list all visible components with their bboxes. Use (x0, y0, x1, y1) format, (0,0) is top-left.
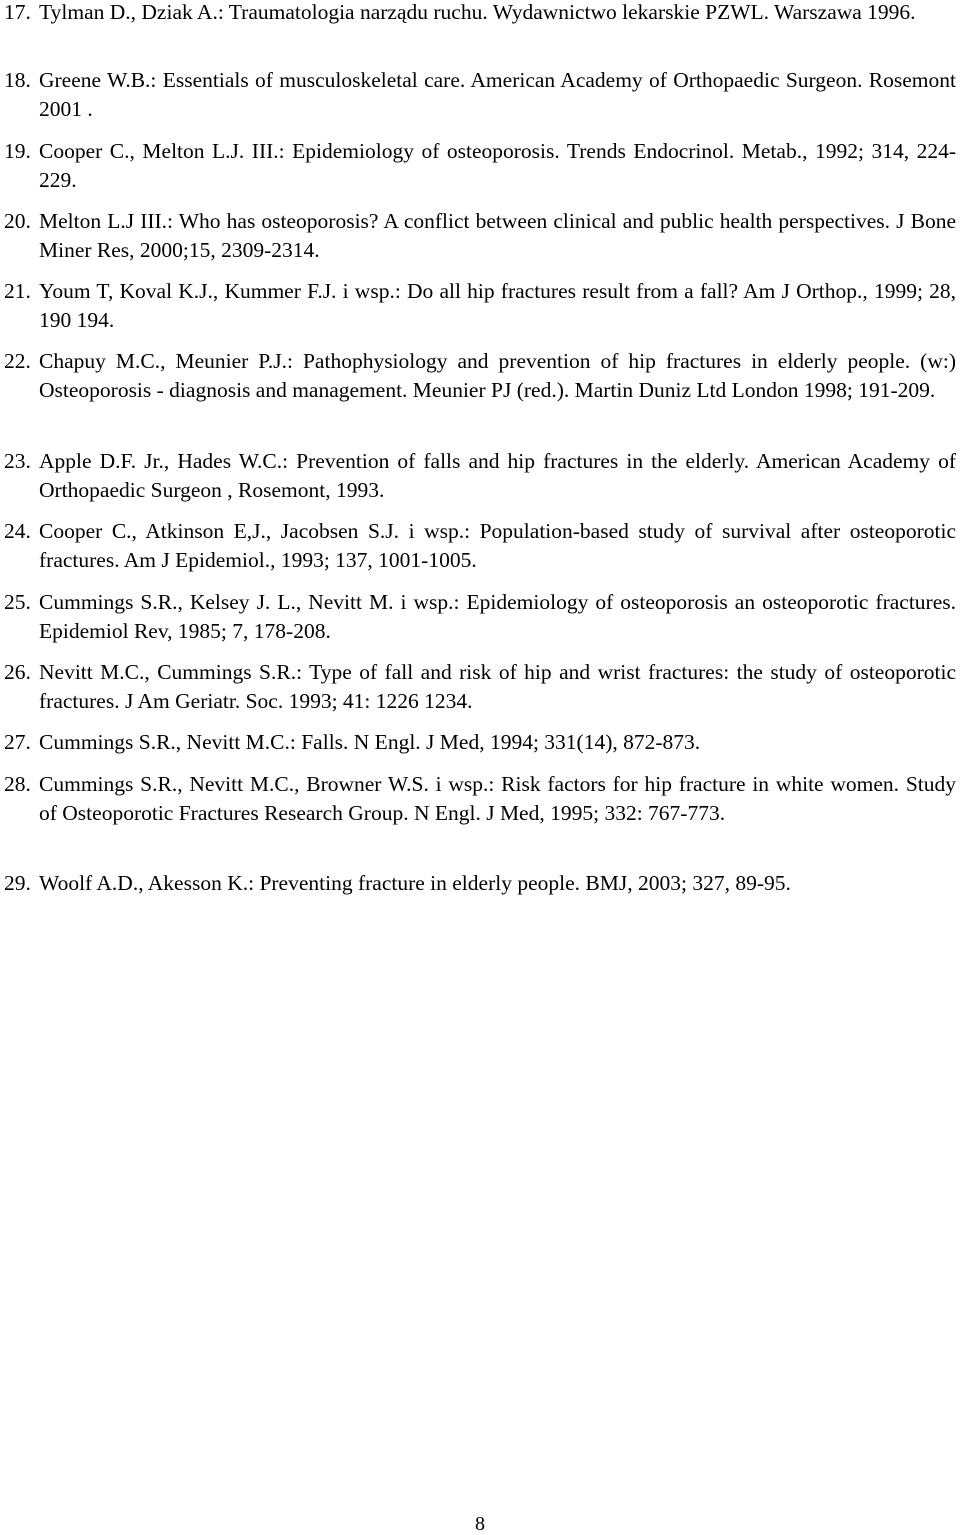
reference-item (4, 277, 956, 334)
reference-number: 29. (4, 871, 31, 895)
reference-number: 27. (4, 730, 31, 754)
reference-item (4, 728, 956, 757)
reference-number: 17. (4, 0, 31, 24)
reference-text: Melton L.J III.: Who has osteoporosis? A conflict between clinical and public health perspectives. J Bone Miner Res, 2000;15, 2309-2314. (39, 209, 956, 262)
reference-item (4, 447, 956, 504)
reference-item (4, 658, 956, 715)
reference-number: 23. (4, 449, 31, 473)
reference-number: 21. (4, 279, 31, 303)
reference-item (4, 869, 956, 898)
reference-item (4, 347, 956, 404)
reference-text: Woolf A.D., Akesson K.: Preventing fracture in elderly people. BMJ, 2003; 327, 89-95. (39, 871, 791, 895)
reference-text: Tylman D., Dziak A.: Traumatologia narządu ruchu. Wydawnictwo lekarskie PZWL. Warszawa 1996. (39, 0, 916, 24)
reference-number: 20. (4, 209, 31, 233)
reference-text: Chapuy M.C., Meunier P.J.: Pathophysiology and prevention of hip fractures in elderly people. (w:) Osteoporosis - diagnosis and management. Meunier PJ (red.). Martin Duniz Ltd London 1998; 191-209. (39, 349, 956, 402)
reference-text: Apple D.F. Jr., Hades W.C.: Prevention of falls and hip fractures in the elderly. American Academy of Orthopaedic Surgeon , Rosemont, 1993. (39, 449, 956, 502)
reference-number: 25. (4, 590, 31, 614)
page-number: 8 (475, 1513, 485, 1535)
reference-item (4, 137, 956, 194)
reference-text: Cummings S.R., Nevitt M.C., Browner W.S. i wsp.: Risk factors for hip fracture in white women. Study of Osteoporotic Fractures Research Group. N Engl. J Med, 1995; 332: 767-773. (39, 772, 956, 825)
reference-text: Greene W.B.: Essentials of musculoskeletal care. American Academy of Orthopaedic Surgeon. Rosemont 2001 . (39, 68, 956, 121)
reference-number: 18. (4, 68, 31, 92)
reference-text: Youm T, Koval K.J., Kummer F.J. i wsp.: Do all hip fractures result from a fall? Am J Orthop., 1999; 28, 190 194. (39, 279, 956, 332)
reference-number: 24. (4, 519, 31, 543)
reference-text: Cummings S.R., Kelsey J. L., Nevitt M. i wsp.: Epidemiology of osteoporosis an osteoporotic fractures. Epidemiol Rev, 1985; 7, 178-208. (39, 590, 956, 643)
reference-item (4, 207, 956, 264)
reference-text: Cooper C., Melton L.J. III.: Epidemiology of osteoporosis. Trends Endocrinol. Metab., 1992; 314, 224-229. (39, 139, 956, 192)
reference-text: Nevitt M.C., Cummings S.R.: Type of fall and risk of hip and wrist fractures: the study of osteoporotic fractures. J Am Geriatr. Soc. 1993; 41: 1226 1234. (39, 660, 956, 713)
reference-number: 22. (4, 349, 31, 373)
reference-item (4, 770, 956, 827)
reference-number: 19. (4, 139, 31, 163)
reference-item (4, 66, 956, 123)
reference-number: 26. (4, 660, 31, 684)
reference-number: 28. (4, 772, 31, 796)
reference-text: Cummings S.R., Nevitt M.C.: Falls. N Engl. J Med, 1994; 331(14), 872-873. (39, 730, 701, 754)
reference-item (4, 517, 956, 574)
reference-item (4, 0, 956, 27)
reference-text: Cooper C., Atkinson E,J., Jacobsen S.J. i wsp.: Population-based study of survival after osteoporotic fractures. Am J Epidemiol., 1993; 137, 1001-1005. (39, 519, 956, 572)
reference-item (4, 588, 956, 645)
